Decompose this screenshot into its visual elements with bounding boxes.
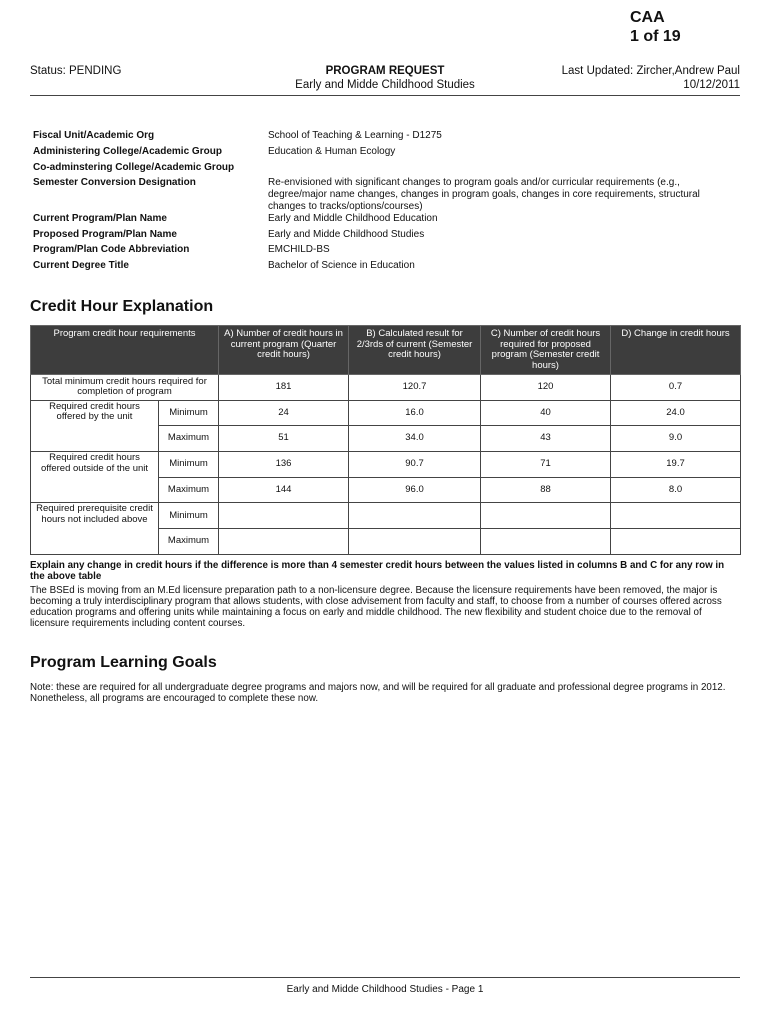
table-cell: 8.0	[611, 477, 741, 503]
table-row	[31, 452, 741, 478]
column-header: Program credit hour requirements	[31, 326, 219, 375]
row-label: Required credit hours offered by the unit	[31, 400, 159, 451]
table-cell: 34.0	[349, 426, 481, 452]
table-cell: 51	[219, 426, 349, 452]
page-count: 1 of 19	[630, 28, 681, 45]
info-value: Bachelor of Science in Education	[268, 260, 415, 271]
info-value: Early and Middle Childhood Education	[268, 213, 438, 224]
table-cell: 144	[219, 477, 349, 503]
info-label: Fiscal Unit/Academic Org	[33, 130, 155, 141]
info-value: School of Teaching & Learning - D1275	[268, 130, 442, 141]
table-cell: 24.0	[611, 400, 741, 426]
table-cell	[611, 503, 741, 529]
info-label: Administering College/Academic Group	[33, 146, 222, 157]
table-cell: 71	[481, 452, 611, 478]
info-label: Program/Plan Code Abbreviation	[33, 244, 190, 255]
row-sublabel: Minimum	[159, 503, 219, 529]
row-sublabel: Minimum	[159, 452, 219, 478]
last-updated-text: Last Updated: Zircher,Andrew Paul	[561, 65, 740, 77]
column-header: D) Change in credit hours	[611, 326, 741, 375]
table-header-row	[31, 326, 741, 375]
document-id	[630, 8, 681, 46]
info-label: Co-adminstering College/Academic Group	[33, 162, 235, 173]
row-label: Total minimum credit hours required for completion of program	[31, 375, 219, 401]
column-header: C) Number of credit hours required for proposed program (Semester credit hours)	[481, 326, 611, 375]
row-sublabel: Minimum	[159, 400, 219, 426]
info-value: EMCHILD-BS	[268, 244, 330, 255]
table-cell: 120.7	[349, 375, 481, 401]
table-cell	[349, 503, 481, 529]
table-cell: 19.7	[611, 452, 741, 478]
table-row	[31, 375, 741, 401]
credit-hour-table	[30, 325, 741, 555]
caa-label: CAA	[630, 9, 665, 26]
info-value: Education & Human Ecology	[268, 146, 396, 157]
column-header: B) Calculated result for 2/3rds of current (Semester credit hours)	[349, 326, 481, 375]
table-cell: 16.0	[349, 400, 481, 426]
table-cell	[219, 503, 349, 529]
table-cell: 9.0	[611, 426, 741, 452]
info-label: Proposed Program/Plan Name	[33, 229, 177, 240]
table-cell: 181	[219, 375, 349, 401]
explanation-prompt: Explain any change in credit hours if the difference is more than 4 semester credit hours between the values listed in columns B and C for any row in the above table	[30, 560, 725, 582]
table-cell: 0.7	[611, 375, 741, 401]
table-cell: 88	[481, 477, 611, 503]
table-cell: 120	[481, 375, 611, 401]
row-sublabel: Maximum	[159, 529, 219, 555]
table-row	[31, 503, 741, 529]
learning-goals-note: Note: these are required for all undergraduate degree programs and majors now, and will be required for all graduate and professional degree programs in 2012. Nonetheless, all programs are encouraged to complete these now.	[30, 682, 726, 704]
page-title: PROGRAM REQUEST	[325, 65, 445, 77]
status-text: Status: PENDING	[30, 65, 122, 77]
table-cell	[219, 529, 349, 555]
table-cell: 24	[219, 400, 349, 426]
table-cell	[481, 503, 611, 529]
row-label: Required credit hours offered outside of the unit	[31, 452, 159, 503]
explanation-text: The BSEd is moving from an M.Ed licensure preparation path to a non-licensure degree. Because the licensure requirements have been removed, the major is becoming a truly interdisciplinary program that allows students, with close advisement from faculty and staff, to choose from a number of courses offered across education programs and offering units while maintaining a focus on early and middle childhood. The new flexibility and student choice due to the removal of licensure requirements including content courses.	[30, 585, 722, 629]
info-value: Re-envisioned with significant changes to program goals and/or curricular requirements (e.g., degree/major name changes, changes in program goals, changes in core requirements, structural changes to tracks/options/courses)	[268, 177, 700, 212]
learning-goals-heading: Program Learning Goals	[30, 654, 217, 671]
page-footer: Early and Midde Childhood Studies - Page 1	[286, 984, 484, 995]
column-header: A) Number of credit hours in current program (Quarter credit hours)	[219, 326, 349, 375]
table-cell	[349, 529, 481, 555]
last-updated-date: 10/12/2011	[683, 79, 740, 91]
header-title-block	[240, 64, 530, 92]
page-subtitle: Early and Midde Childhood Studies	[295, 79, 475, 91]
table-row	[31, 400, 741, 426]
table-cell: 43	[481, 426, 611, 452]
table-cell: 136	[219, 452, 349, 478]
last-updated-block	[500, 64, 740, 92]
table-cell: 40	[481, 400, 611, 426]
table-cell	[481, 529, 611, 555]
row-sublabel: Maximum	[159, 426, 219, 452]
info-label: Semester Conversion Designation	[33, 177, 196, 188]
row-sublabel: Maximum	[159, 477, 219, 503]
info-value: Early and Midde Childhood Studies	[268, 229, 425, 240]
table-cell: 96.0	[349, 477, 481, 503]
table-cell: 90.7	[349, 452, 481, 478]
info-label: Current Program/Plan Name	[33, 213, 167, 224]
row-label: Required prerequisite credit hours not included above	[31, 503, 159, 554]
table-cell	[611, 529, 741, 555]
footer-divider	[30, 977, 740, 978]
info-label: Current Degree Title	[33, 260, 129, 271]
header-divider	[30, 95, 740, 96]
credit-hour-heading: Credit Hour Explanation	[30, 298, 214, 315]
